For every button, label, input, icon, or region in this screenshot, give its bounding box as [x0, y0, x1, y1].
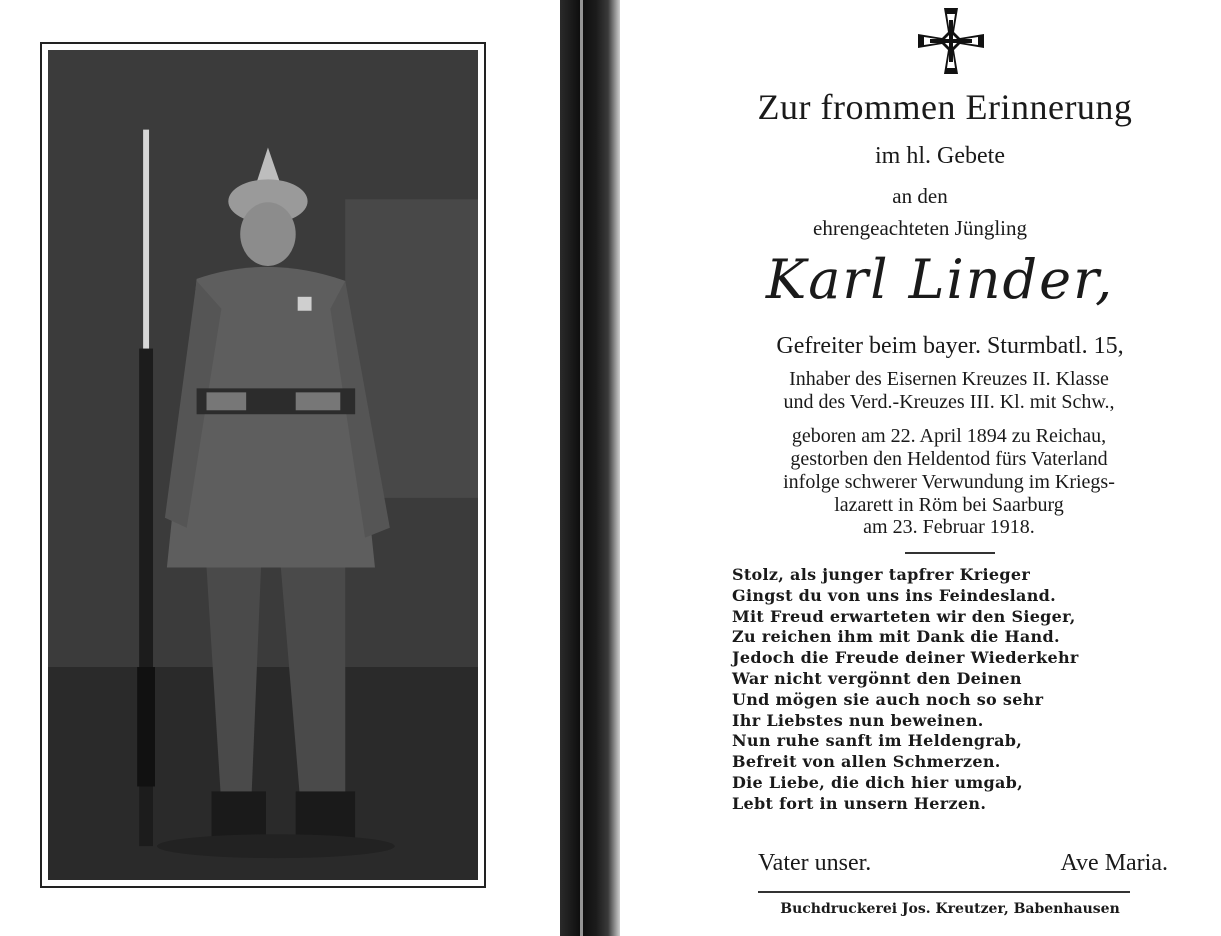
printer-credit: Buchdruckerei Jos. Kreutzer, Babenhausen [780, 901, 1120, 917]
soldier-figure-image [48, 50, 478, 880]
card-fold-line [580, 0, 583, 936]
portrait-photo-frame [40, 42, 486, 888]
closing-prayers [758, 850, 1168, 877]
memorial-poem [732, 565, 1162, 815]
footer-rule [758, 891, 1130, 893]
poem-line: Mit Freud erwarteten wir den Sieger, [732, 606, 1076, 626]
card-subheading-to: an den [892, 184, 948, 208]
soldier-portrait-photo [48, 50, 478, 880]
prayer-our-father: Vater unser. [758, 850, 872, 876]
info-line: geboren am 22. April 1894 zu Reichau, [791, 425, 1107, 447]
poem-line: Und mögen sie auch noch so sehr [732, 689, 1044, 709]
poem-line: Lebt fort in unsern Herzen. [732, 793, 987, 813]
info-line: infolge schwerer Verwundung im Kriegs- [783, 471, 1115, 493]
poem-line: Ihr Liebstes nun beweinen. [732, 710, 984, 730]
poem-line: Die Liebe, die dich hier umgab, [732, 772, 1024, 792]
info-line: und des Verd.-Kreuzes III. Kl. mit Schw., [783, 391, 1115, 413]
card-heading: Zur frommen Erinnerung [757, 87, 1133, 127]
deceased-rank: Gefreiter beim bayer. Sturmbatl. 15, [776, 333, 1124, 359]
deceased-name: Karl Linder, [765, 248, 1115, 311]
info-line: gestorben den Heldentod fürs Vaterland [790, 448, 1108, 470]
info-line: Inhaber des Eisernen Kreuzes II. Klasse [789, 368, 1109, 390]
info-line: lazarett in Röm bei Saarburg [834, 494, 1064, 516]
card-subheading-prayer: im hl. Gebete [875, 143, 1005, 169]
poem-line: War nicht vergönnt den Deinen [732, 668, 1022, 688]
poem-line: Stolz, als junger tapfrer Krieger [732, 565, 1031, 584]
poem-line: Befreit von allen Schmerzen. [732, 752, 1001, 772]
card-subheading-youth: ehrengeachteten Jüngling [813, 216, 1027, 240]
memorial-text-column [680, 0, 1210, 936]
iron-cross-icon [916, 6, 986, 76]
poem-line: Nun ruhe sanft im Heldengrab, [732, 731, 1023, 751]
card-fold-shadow [560, 0, 620, 936]
poem-line: Gingst du von uns ins Feindesland. [732, 585, 1057, 605]
poem-line: Jedoch die Freude deiner Wiederkehr [732, 648, 1079, 668]
section-divider [905, 552, 995, 554]
prayer-ave-maria: Ave Maria. [1060, 850, 1168, 876]
poem-line: Zu reichen ihm mit Dank die Hand. [732, 627, 1060, 647]
info-line: am 23. Februar 1918. [863, 516, 1035, 538]
